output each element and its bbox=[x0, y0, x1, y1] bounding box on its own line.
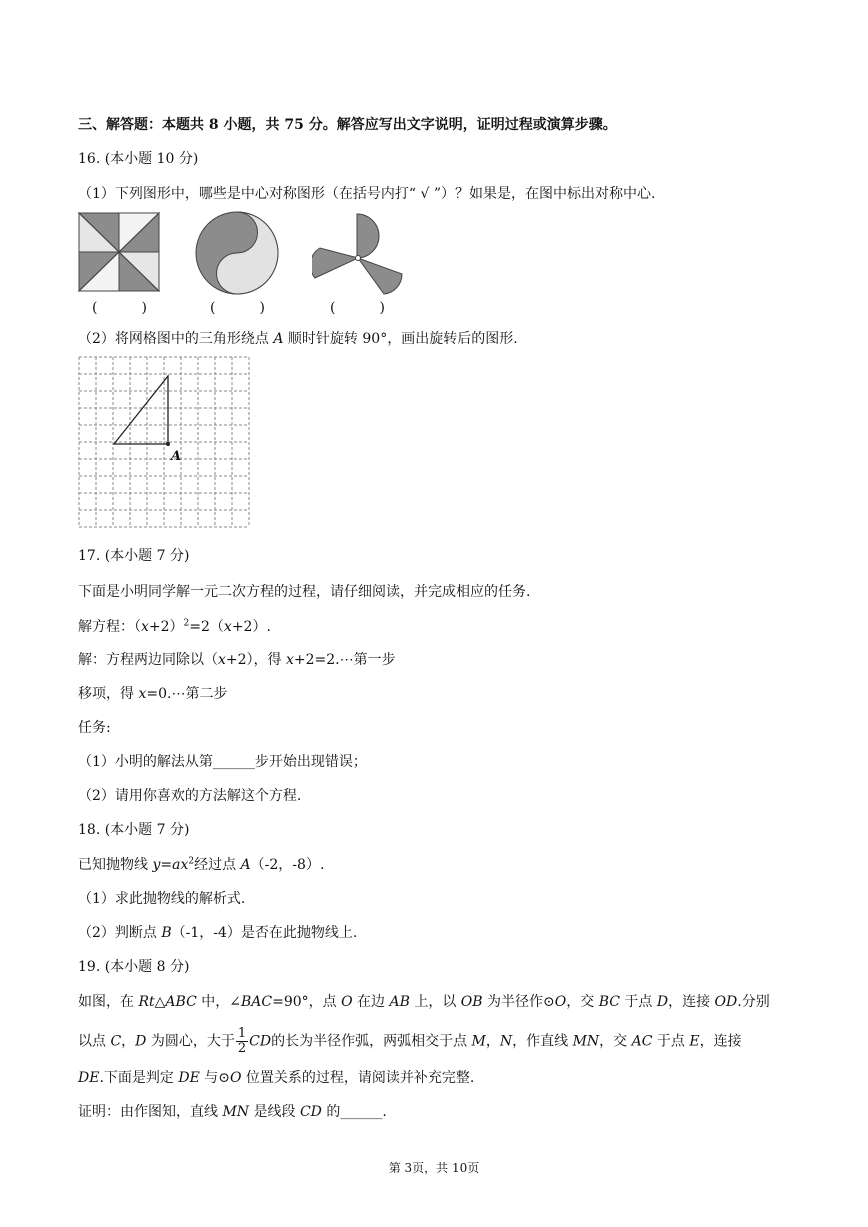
grid-point-a-label: A bbox=[171, 449, 182, 464]
q18-line2: （1）求此抛物线的解析式. bbox=[78, 891, 246, 907]
q17-task2: （2）请用你喜欢的方法解这个方程. bbox=[78, 788, 302, 804]
page-footer: 第 3页，共 10页 bbox=[388, 1161, 480, 1175]
rotation-grid-figure bbox=[78, 356, 260, 534]
section-header: 三、解答题：本题共 8 小题，共 75 分。解答应写出文字说明，证明过程或演算步骤。 bbox=[78, 117, 617, 133]
q17-intro: 下面是小明同学解一元二次方程的过程，请仔细阅读，并完成相应的任务. bbox=[78, 584, 531, 600]
q18-line1: 已知抛物线 $y=ax^2$经过点 A（-2，-8）. bbox=[78, 856, 325, 873]
q19-para4: 证明：由作图知，直线 MN 是线段 CD 的______. bbox=[78, 1104, 387, 1120]
q17-equation: 解方程：$(x+2)^2=2(x+2)$. bbox=[78, 618, 271, 635]
q19-para3: DE.下面是判定 DE 与⊙O 位置关系的过程，请阅读并补充完整. bbox=[78, 1070, 475, 1086]
q16-part1: （1）下列图形中，哪些是中心对称图形（在括号内打“ √ ”）？如果是，在图中标出对称中心. bbox=[78, 186, 656, 202]
answer-paren-3[interactable]: ( ) bbox=[330, 300, 385, 316]
answer-paren-1[interactable]: ( ) bbox=[92, 300, 147, 316]
pinwheel-figure bbox=[78, 212, 160, 292]
q18-title: 18. (本小题 7 分) bbox=[78, 822, 190, 838]
q19-para1: 如图，在 Rt△ABC 中，∠BAC=90°，点 O 在边 AB 上，以 OB 为半径作⊙O，交 BC 于点 D，连接 OD.分别 bbox=[78, 994, 770, 1010]
q17-task-label: 任务: bbox=[78, 720, 111, 736]
q19-title: 19. (本小题 8 分) bbox=[78, 959, 190, 975]
yin-yang-figure bbox=[194, 210, 280, 296]
q17-step1: 解：方程两边同除以（x+2），得 x+2=2.⋯第一步 bbox=[78, 652, 396, 668]
q17-title: 17. (本小题 7 分) bbox=[78, 548, 190, 564]
three-petal-figure bbox=[312, 212, 406, 296]
q19-para2: 以点 C，D 为圆心，大于 $\frac{1}{2}$ CD的长为半径作弧，两弧相交于点 M，N，作直线 MN，交 AC 于点 E，连接 bbox=[78, 1026, 742, 1056]
q17-task1: （1）小明的解法从第______步开始出现错误； bbox=[78, 754, 367, 770]
half-fraction: $\frac{1}{2}$ bbox=[237, 1026, 247, 1056]
q16-part2: （2）将网格图中的三角形绕点 A 顺时针旋转 90°，画出旋转后的图形. bbox=[78, 331, 518, 347]
q16-title: 16. (本小题 10 分) bbox=[78, 151, 199, 167]
q17-step2: 移项，得 x=0.⋯第二步 bbox=[78, 686, 228, 702]
answer-paren-2[interactable]: ( ) bbox=[210, 300, 265, 316]
q18-line3: （2）判断点 B（-1，-4）是否在此抛物线上. bbox=[78, 925, 358, 941]
